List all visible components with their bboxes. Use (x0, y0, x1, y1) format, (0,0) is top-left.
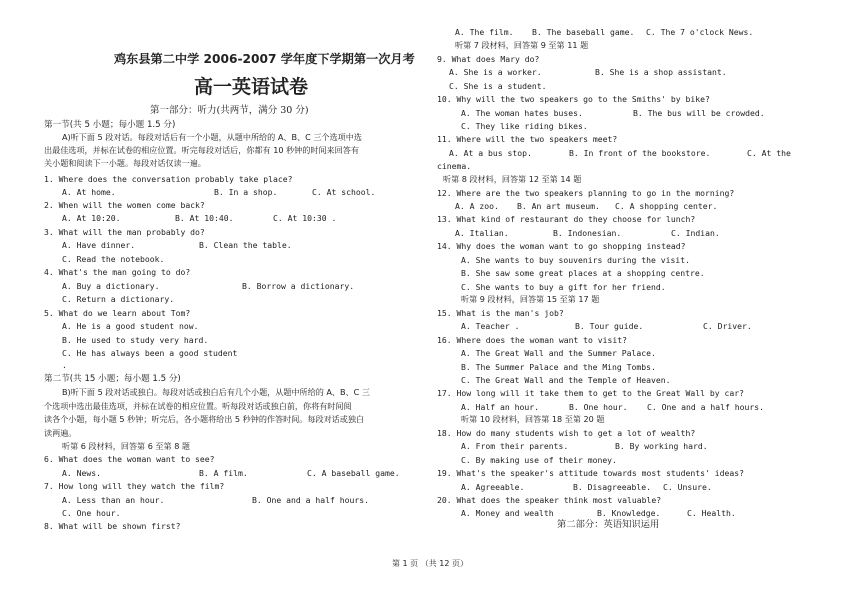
q1-option-a: A. At home. (62, 187, 116, 197)
q20-option-c: C. Health. (687, 508, 736, 518)
q2-option-b: B. At 10:40. (175, 213, 234, 223)
q11-option-b: B. In front of the bookstore. (569, 148, 711, 158)
question-12: 12. Where are the two speakers planning to go in the morning? (437, 188, 735, 198)
q13-option-b: B. Indonesian. (553, 228, 622, 238)
q10-option-b: B. The bus will be crowded. (633, 108, 765, 118)
question-1: 1. Where does the conversation probably take place? (44, 174, 293, 184)
question-15: 15. What is the man's job? (437, 308, 564, 318)
q12-option-b: B. An art museum. (517, 201, 600, 211)
section1-instructions-line: 关小题和阅读下一小题。每段对话仅读一遍。 (44, 158, 206, 168)
material-9-note: 听第 9 段材料，回答第 15 至第 17 题 (461, 294, 600, 304)
question-5: 5. What do we learn about Tom? (44, 308, 191, 318)
q17-option-c: C. One and a half hours. (647, 402, 764, 412)
q5-trailing-period: . (62, 360, 67, 370)
question-8: 8. What will be shown first? (44, 521, 181, 531)
q18-option-c: C. By making use of their money. (461, 455, 617, 465)
page-footer: 第 1 页 （共 12 页） (392, 559, 468, 568)
q7-option-a: A. Less than an hour. (62, 495, 165, 505)
paper-title: 高一英语试卷 (194, 76, 309, 98)
part-one-heading: 第一部分：听力(共两节，满分 30 分) (150, 105, 309, 116)
q8-option-b: B. The baseball game. (532, 27, 635, 37)
material-10-note: 听第 10 段材料，回答第 18 至第 20 题 (461, 414, 605, 424)
q15-option-b: B. Tour guide. (575, 321, 644, 331)
q18-option-a: A. From their parents. (461, 441, 569, 451)
material-7-note: 听第 7 段材料，回答第 9 至第 11 题 (455, 40, 589, 50)
q8-option-c: C. The 7 o'clock News. (646, 27, 754, 37)
q2-option-a: A. At 10:20. (62, 213, 121, 223)
question-10: 10. Why will the two speakers go to the Smiths' by bike? (437, 94, 710, 104)
q10-option-a: A. The woman hates buses. (461, 108, 583, 118)
section1-instructions-line: 出最佳选项，并标在试卷的相应位置。听完每段对话后，你都有 10 秒钟的时间来回答有 (44, 145, 359, 155)
section2-instructions-line: B)听下面 5 段对话或独白。每段对话或独白后有几个小题，从题中所给的 A、B、C 三 (62, 387, 370, 397)
q11-option-c: C. At the (747, 148, 791, 158)
q16-option-b: B. The Summer Palace and the Ming Tombs. (461, 362, 656, 372)
q13-option-c: C. Indian. (671, 228, 720, 238)
q4-option-c: C. Return a dictionary. (62, 294, 175, 304)
q16-option-a: A. The Great Wall and the Summer Palace. (461, 348, 656, 358)
section2-instructions-line: 读两遍。 (44, 428, 77, 438)
q2-option-c: C. At 10:30 . (273, 213, 337, 223)
q15-option-c: C. Driver. (703, 321, 752, 331)
q1-option-b: B. In a shop. (214, 187, 278, 197)
question-14: 14. Why does the woman want to go shopping instead? (437, 241, 686, 251)
question-9: 9. What does Mary do? (437, 54, 540, 64)
question-3: 3. What will the man probably do? (44, 227, 205, 237)
q6-option-c: C. A baseball game. (307, 468, 400, 478)
q9-option-a: A. She is a worker. (449, 67, 542, 77)
q3-option-b: B. Clean the table. (199, 240, 292, 250)
exam-title: 鸡东县第二中学 2006-2007 学年度下学期第一次月考 (114, 52, 415, 66)
q15-option-a: A. Teacher . (461, 321, 520, 331)
material-8-note: 听第 8 段材料，回答第 12 至第 14 题 (443, 174, 582, 184)
section2-heading: 第二节(共 15 小题；每小题 1.5 分) (44, 374, 181, 384)
q18-option-b: B. By working hard. (615, 441, 708, 451)
q17-option-a: A. Half an hour. (461, 402, 539, 412)
part-two-heading: 第二部分：英语知识运用 (557, 519, 660, 530)
question-7: 7. How long will they watch the film? (44, 481, 225, 491)
q20-option-a: A. Money and wealth (461, 508, 554, 518)
q19-option-b: B. Disagreeable. (573, 482, 651, 492)
q6-option-a: A. News. (62, 468, 101, 478)
section2-instructions-line: 个选项中选出最佳选项，并标在试卷的相应位置。听每段对话或独白前，你将有时间阅 (44, 401, 352, 411)
q14-option-a: A. She wants to buy souvenirs during the visit. (461, 255, 691, 265)
q3-option-c: C. Read the notebook. (62, 254, 165, 264)
q9-option-b: B. She is a shop assistant. (595, 67, 727, 77)
q19-option-a: A. Agreeable. (461, 482, 525, 492)
question-2: 2. When will the women come back? (44, 200, 205, 210)
q3-option-a: A. Have dinner. (62, 240, 136, 250)
question-13: 13. What kind of restaurant do they choose for lunch? (437, 214, 696, 224)
q12-option-c: C. A shopping center. (615, 201, 718, 211)
q14-option-b: B. She saw some great places at a shopping centre. (461, 268, 705, 278)
section1-instructions-line: A)听下面 5 段对话。每段对话后有一个小题，从题中所给的 A、B、C 三个选项中选 (62, 132, 362, 142)
q17-option-b: B. One hour. (569, 402, 628, 412)
q5-option-c: C. He has always been a good student (62, 348, 238, 358)
q7-option-c: C. One hour. (62, 508, 121, 518)
question-11: 11. Where will the two speakers meet? (437, 134, 618, 144)
question-17: 17. How long will it take them to get to the Great Wall by car? (437, 388, 744, 398)
q6-option-b: B. A film. (199, 468, 248, 478)
q19-option-c: C. Unsure. (663, 482, 712, 492)
question-4: 4. What's the man going to do? (44, 267, 191, 277)
q4-option-b: B. Borrow a dictionary. (242, 281, 355, 291)
q12-option-a: A. A zoo. (455, 201, 499, 211)
q20-option-b: B. Knowledge. (597, 508, 661, 518)
q9-option-c: C. She is a student. (449, 81, 547, 91)
q5-option-b: B. He used to study very hard. (62, 335, 209, 345)
q13-option-a: A. Italian. (455, 228, 509, 238)
q5-option-a: A. He is a good student now. (62, 321, 199, 331)
question-6: 6. What does the woman want to see? (44, 454, 215, 464)
q11-option-a: A. At a bus stop. (449, 148, 532, 158)
q7-option-b: B. One and a half hours. (252, 495, 369, 505)
q11-option-c-continued: cinema. (437, 161, 472, 171)
q16-option-c: C. The Great Wall and the Temple of Heaven. (461, 375, 671, 385)
question-16: 16. Where does the woman want to visit? (437, 335, 628, 345)
q4-option-a: A. Buy a dictionary. (62, 281, 160, 291)
material-6-note: 听第 6 段材料，回答第 6 至第 8 题 (62, 441, 191, 451)
section1-heading: 第一节(共 5 小题；每小题 1.5 分) (44, 120, 176, 130)
section2-instructions-line: 读各个小题，每小题 5 秒钟；听完后，各小题将给出 5 秒钟的作答时间。每段对话或独白 (44, 414, 365, 424)
q10-option-c: C. They like riding bikes. (461, 121, 588, 131)
question-19: 19. What's the speaker's attitude towards most students' ideas? (437, 468, 744, 478)
question-20: 20. What does the speaker think most valuable? (437, 495, 662, 505)
q8-option-a: A. The film. (455, 27, 514, 37)
q14-option-c: C. She wants to buy a gift for her friend. (461, 282, 666, 292)
q1-option-c: C. At school. (312, 187, 376, 197)
question-18: 18. How do many students wish to get a lot of wealth? (437, 428, 696, 438)
